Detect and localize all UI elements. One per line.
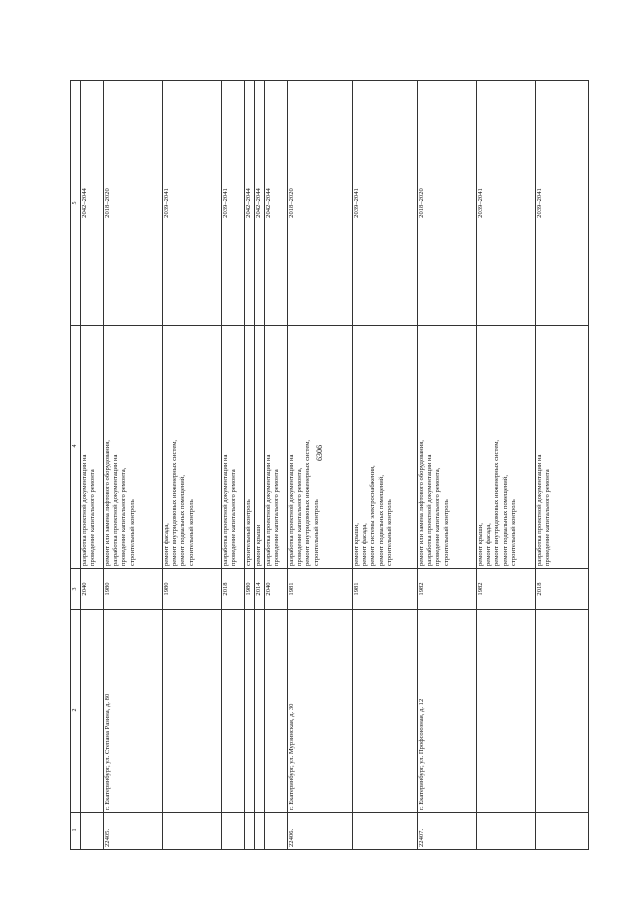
year-cell: 1981 xyxy=(353,569,418,610)
address-cell xyxy=(265,610,288,813)
period-cell: 2039–2041 xyxy=(353,81,418,326)
period-cell: 2018–2020 xyxy=(288,81,353,326)
works-cell: строительный контроль xyxy=(245,326,255,569)
table-row xyxy=(163,81,222,850)
period-cell: 2042–2044 xyxy=(265,81,288,326)
year-cell: 2040 xyxy=(81,569,104,610)
period-cell: 2039–2041 xyxy=(536,81,589,326)
table-row xyxy=(245,81,255,850)
table-row xyxy=(353,81,418,850)
works-cell: ремонт крыши, ремонт фасада, ремонт внутридомовых инженерных систем, ремонт подвальных помещений, строительный контроль xyxy=(477,326,536,569)
row-number xyxy=(222,813,245,850)
table-row xyxy=(255,81,265,850)
works-cell: ремонт или замена лифтового оборудования, разработка проектной документации на проведение капитального ремонта, строительный контроль xyxy=(418,326,477,569)
period-cell: 2042–2044 xyxy=(245,81,255,326)
row-number: 22406. xyxy=(288,813,353,850)
period-cell: 2042–2044 xyxy=(81,81,104,326)
year-cell: 2018 xyxy=(536,569,589,610)
address-cell xyxy=(245,610,255,813)
header-row xyxy=(71,81,81,850)
address-cell xyxy=(477,610,536,813)
works-cell: разработка проектной документации на проведение капитального ремонта xyxy=(536,326,589,569)
document-sheet xyxy=(70,80,566,850)
address-cell xyxy=(255,610,265,813)
table-row xyxy=(222,81,245,850)
year-cell: 2040 xyxy=(265,569,288,610)
address-cell xyxy=(81,610,104,813)
year-cell: 1982 xyxy=(477,569,536,610)
table-row xyxy=(536,81,589,850)
year-cell: 1980 xyxy=(245,569,255,610)
column-header-4: 4 xyxy=(71,326,81,569)
address-cell xyxy=(222,610,245,813)
row-number xyxy=(536,813,589,850)
works-cell: разработка проектной документации на проведение капитального ремонта, ремонт внутридомовых инженерных систем, строительный контроль xyxy=(288,326,353,569)
repair-schedule-table xyxy=(70,80,589,850)
period-cell: 2042–2044 xyxy=(255,81,265,326)
works-cell: ремонт крыши, ремонт фасада, ремонт системы электроснабжения, ремонт подвальных помещений, строительный контроль xyxy=(353,326,418,569)
address-cell: г. Екатеринбург, ул. Профсоюзная, д. 12 xyxy=(418,610,477,813)
row-number xyxy=(163,813,222,850)
column-header-2: 2 xyxy=(71,610,81,813)
period-cell: 2039–2041 xyxy=(222,81,245,326)
table-row xyxy=(104,81,163,850)
row-number xyxy=(245,813,255,850)
column-header-3: 3 xyxy=(71,569,81,610)
period-cell: 2018–2020 xyxy=(418,81,477,326)
year-cell: 1981 xyxy=(288,569,353,610)
row-number: 22405. xyxy=(104,813,163,850)
table-row xyxy=(265,81,288,850)
year-cell: 1980 xyxy=(163,569,222,610)
table-row xyxy=(81,81,104,850)
works-cell: разработка проектной документации на проведение капитального ремонта xyxy=(265,326,288,569)
page-number: 6306 xyxy=(315,445,324,461)
address-cell xyxy=(536,610,589,813)
table-row xyxy=(477,81,536,850)
row-number xyxy=(81,813,104,850)
address-cell xyxy=(163,610,222,813)
column-header-5: 5 xyxy=(71,81,81,326)
works-cell: разработка проектной документации на проведение капитального ремонта xyxy=(222,326,245,569)
row-number xyxy=(477,813,536,850)
year-cell: 1982 xyxy=(418,569,477,610)
works-cell: ремонт или замена лифтового оборудования, разработка проектной документации на проведение капитального ремонта, строительный контроль xyxy=(104,326,163,569)
works-cell: ремонт крыши xyxy=(255,326,265,569)
address-cell xyxy=(353,610,418,813)
address-cell: г. Екатеринбург, ул. Мурзинская, д. 30 xyxy=(288,610,353,813)
period-cell: 2018–2020 xyxy=(104,81,163,326)
year-cell: 2018 xyxy=(222,569,245,610)
year-cell: 1980 xyxy=(104,569,163,610)
address-cell: г. Екатеринбург, ул. Степана Разина, д. 80 xyxy=(104,610,163,813)
works-cell: разработка проектной документации на проведение капитального ремонта xyxy=(81,326,104,569)
table-row xyxy=(288,81,353,850)
row-number xyxy=(353,813,418,850)
period-cell: 2039–2041 xyxy=(477,81,536,326)
period-cell: 2039–2041 xyxy=(163,81,222,326)
table-row xyxy=(418,81,477,850)
works-cell: ремонт фасада, ремонт внутридомовых инженерных систем, ремонт подвальных помещений, строительный контроль xyxy=(163,326,222,569)
row-number xyxy=(265,813,288,850)
row-number: 22407. xyxy=(418,813,477,850)
row-number xyxy=(255,813,265,850)
column-header-1: 1 xyxy=(71,813,81,850)
year-cell: 2014 xyxy=(255,569,265,610)
